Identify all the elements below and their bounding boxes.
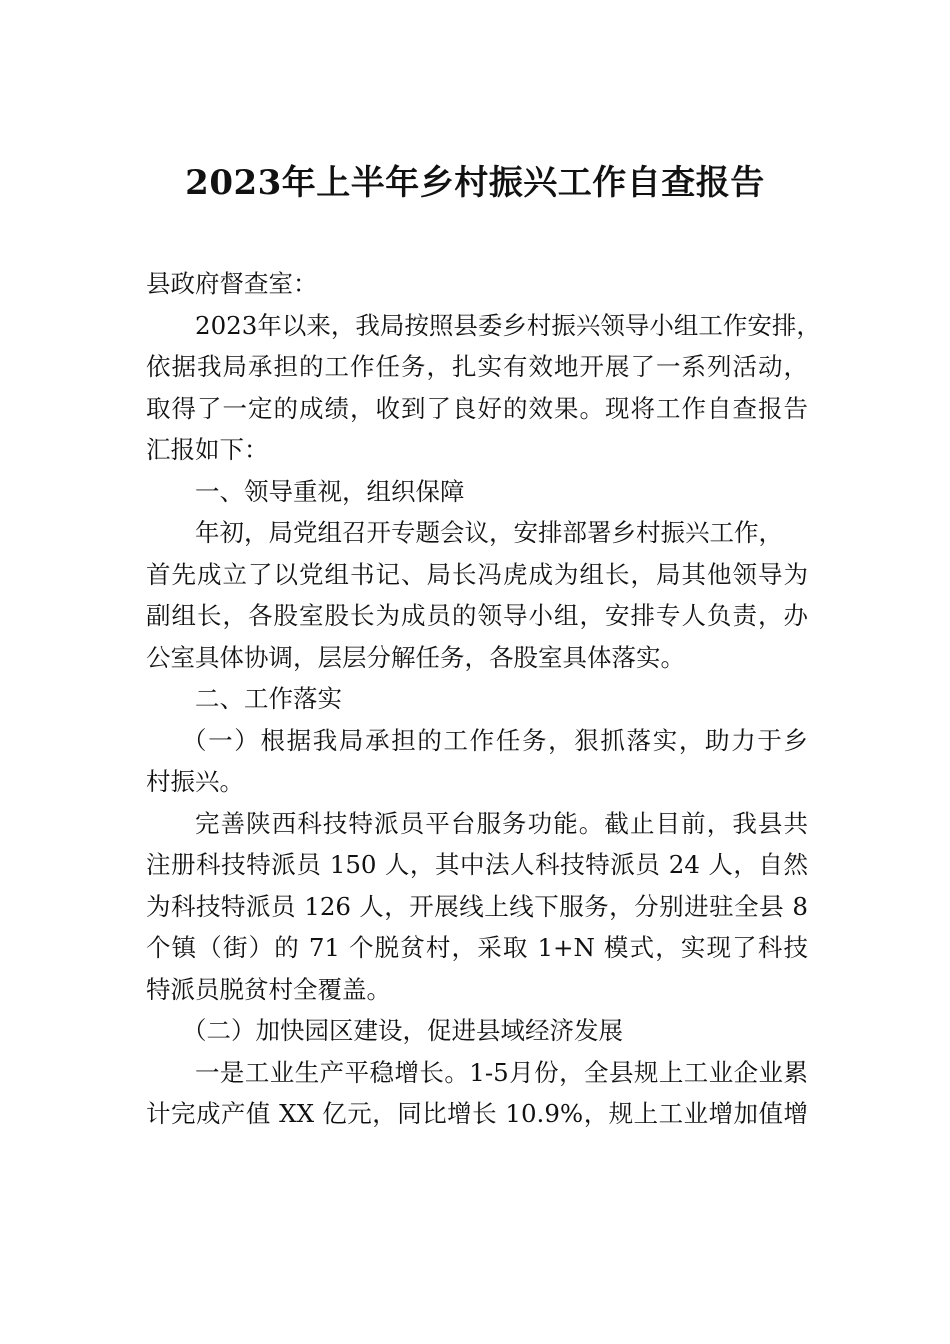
paragraph-line: 特派员脱贫村全覆盖。 [146,974,391,1004]
paragraph-line: 为科技特派员 126 人，开展线上线下服务，分别进驻全县 8 [146,891,808,921]
paragraph-line: 汇报如下： [146,435,269,464]
paragraph-line: 副组长，各股室股长为成员的领导小组，安排专人负责，办 [146,601,808,630]
paragraph-line: 2023年以来，我局按照县委乡村振兴领导小组工作安排， [195,310,821,340]
paragraph-line: 注册科技特派员 150 人，其中法人科技特派员 24 人，自然 [146,850,808,879]
paragraph-line: 完善陕西科技特派员平台服务功能。截止目前，我县共 [195,808,808,838]
paragraph-line: 依据我局承担的工作任务，扎实有效地开展了一系列活动， [146,352,808,381]
paragraph-line: 年初，局党组召开专题会议，安排部署乡村振兴工作， [195,518,783,547]
section-heading: 二、工作落实 [195,684,342,713]
paragraph-line: 一是工业生产平稳增长。1-5月份，全县规上工业企业累 [195,1057,808,1087]
document-body [146,263,821,1135]
subsection-heading: （二）加快园区建设，促进县域经济发展 [182,1016,623,1045]
subsection-heading: 村振兴。 [146,767,244,796]
paragraph-line: 个镇（街）的 71 个脱贫村，采取 1+N 模式，实现了科技 [146,933,808,962]
paragraph-line: 公室具体协调，层层分解任务，各股室具体落实。 [146,642,685,672]
salutation-line: 县政府督查室： [146,269,318,298]
subsection-heading: （一）根据我局承担的工作任务，狠抓落实，助力于乡 [182,725,808,755]
paragraph-line: 首先成立了以党组书记、局长冯虎成为组长，局其他领导为 [146,559,808,589]
paragraph-line: 计完成产值 XX 亿元，同比增长 10.9%，规上工业增加值增 [146,1099,808,1128]
document-title: 2023年上半年乡村振兴工作自查报告 [185,163,765,203]
section-heading: 一、领导重视，组织保障 [195,476,465,506]
paragraph-line: 取得了一定的成绩，收到了良好的效果。现将工作自查报告 [146,393,808,423]
